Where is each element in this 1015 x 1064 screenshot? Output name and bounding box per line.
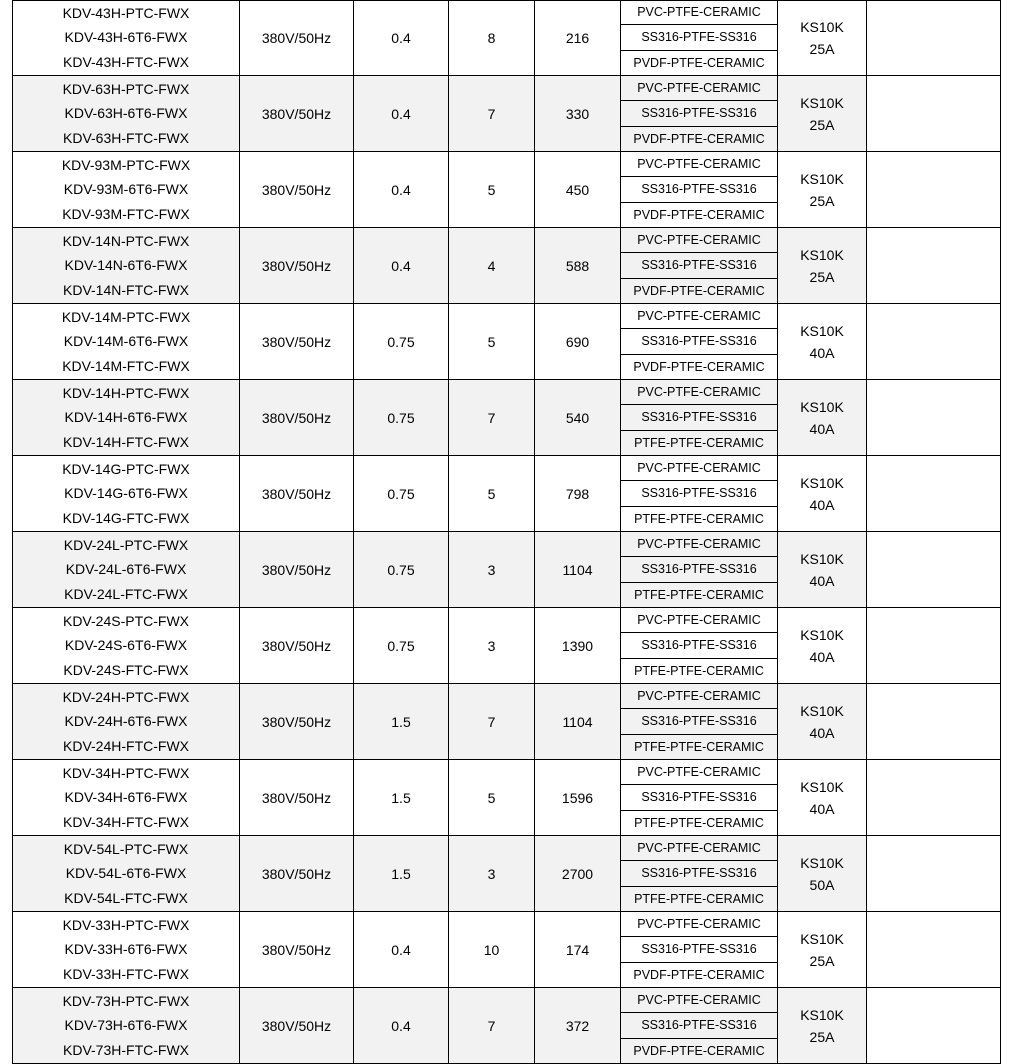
table-row-group	[0, 152, 1015, 228]
blank-cell	[866, 456, 1000, 532]
blank-cell	[866, 836, 1000, 912]
material-cell	[620, 760, 777, 836]
right-border	[1000, 0, 1001, 76]
material-cell	[620, 456, 777, 532]
power-cell: 0.4	[353, 76, 448, 152]
model-name: KDV-73H-6T6-FWX	[64, 1017, 188, 1034]
blank-cell	[866, 304, 1000, 380]
protector-cell	[777, 456, 866, 532]
blank-cell	[866, 0, 1000, 76]
material-option: PVC-PTFE-CERAMIC	[621, 0, 777, 25]
right-border	[1000, 76, 1001, 152]
model-name: KDV-63H-6T6-FWX	[64, 105, 188, 122]
voltage-cell: 380V/50Hz	[239, 380, 353, 456]
model-name: KDV-14G-6T6-FWX	[64, 485, 188, 502]
value-cell: 1104	[534, 684, 620, 760]
model-name: KDV-34H-PTC-FWX	[62, 765, 190, 782]
stages-cell: 5	[448, 456, 534, 532]
protector-current: 40A	[809, 344, 835, 361]
value-cell: 330	[534, 76, 620, 152]
material-option: PVC-PTFE-CERAMIC	[621, 456, 777, 481]
power-cell: 1.5	[353, 760, 448, 836]
model-name: KDV-24L-FTC-FWX	[64, 585, 188, 602]
model-cell	[12, 836, 239, 912]
table-row-group	[0, 608, 1015, 684]
value-cell: 1596	[534, 760, 620, 836]
material-option: PVC-PTFE-CERAMIC	[621, 304, 777, 329]
model-name: KDV-14G-PTC-FWX	[62, 461, 190, 478]
power-cell: 0.75	[353, 456, 448, 532]
table-row-group	[0, 0, 1015, 76]
protector-current: 25A	[809, 952, 835, 969]
power-cell: 0.75	[353, 608, 448, 684]
model-name: KDV-43H-FTC-FWX	[63, 53, 189, 70]
material-option: SS316-PTFE-SS316	[621, 785, 777, 810]
right-border	[1000, 380, 1001, 456]
power-cell: 0.4	[353, 228, 448, 304]
model-name: KDV-14H-FTC-FWX	[63, 433, 189, 450]
material-option: PVDF-PTFE-CERAMIC	[633, 1043, 765, 1058]
material-option: PVC-PTFE-CERAMIC	[621, 76, 777, 101]
voltage-cell: 380V/50Hz	[239, 988, 353, 1064]
material-cell	[620, 532, 777, 608]
material-option: PVDF-PTFE-CERAMIC	[633, 283, 765, 298]
model-name: KDV-14M-FTC-FWX	[62, 357, 190, 374]
material-cell	[620, 836, 777, 912]
model-cell	[12, 152, 239, 228]
material-option: SS316-PTFE-SS316	[621, 937, 777, 962]
protector-model: KS10K	[800, 398, 844, 415]
material-option: PTFE-PTFE-CERAMIC	[634, 663, 764, 678]
model-name: KDV-34H-FTC-FWX	[63, 813, 189, 830]
value-cell: 798	[534, 456, 620, 532]
blank-cell	[866, 760, 1000, 836]
material-option: PVDF-PTFE-CERAMIC	[633, 131, 765, 146]
table-row-group	[0, 76, 1015, 152]
right-border	[1000, 760, 1001, 836]
value-cell: 372	[534, 988, 620, 1064]
model-name: KDV-93M-FTC-FWX	[62, 205, 190, 222]
power-cell: 0.4	[353, 988, 448, 1064]
voltage-cell: 380V/50Hz	[239, 228, 353, 304]
power-cell: 0.75	[353, 380, 448, 456]
protector-model: KS10K	[800, 550, 844, 567]
material-option: SS316-PTFE-SS316	[621, 633, 777, 658]
voltage-cell: 380V/50Hz	[239, 684, 353, 760]
voltage-cell: 380V/50Hz	[239, 76, 353, 152]
material-option: PTFE-PTFE-CERAMIC	[634, 587, 764, 602]
model-cell	[12, 228, 239, 304]
model-name: KDV-33H-6T6-FWX	[64, 941, 188, 958]
voltage-cell: 380V/50Hz	[239, 608, 353, 684]
protector-cell	[777, 684, 866, 760]
model-name: KDV-93M-6T6-FWX	[63, 181, 189, 198]
protector-model: KS10K	[800, 1006, 844, 1023]
right-border	[1000, 912, 1001, 988]
material-cell	[620, 228, 777, 304]
model-cell	[12, 532, 239, 608]
material-option: PTFE-PTFE-CERAMIC	[634, 891, 764, 906]
right-border	[1000, 304, 1001, 380]
material-option: PVC-PTFE-CERAMIC	[621, 380, 777, 405]
stages-cell: 4	[448, 228, 534, 304]
blank-cell	[866, 608, 1000, 684]
model-name: KDV-14M-PTC-FWX	[61, 309, 191, 326]
model-name: KDV-33H-FTC-FWX	[63, 965, 189, 982]
power-cell: 0.4	[353, 152, 448, 228]
value-cell: 174	[534, 912, 620, 988]
model-name: KDV-73H-PTC-FWX	[62, 993, 190, 1010]
model-cell	[12, 456, 239, 532]
protector-model: KS10K	[800, 626, 844, 643]
protector-current: 40A	[809, 800, 835, 817]
value-cell: 1104	[534, 532, 620, 608]
value-cell: 540	[534, 380, 620, 456]
voltage-cell: 380V/50Hz	[239, 0, 353, 76]
model-name: KDV-34H-6T6-FWX	[64, 789, 188, 806]
power-cell: 0.4	[353, 0, 448, 76]
protector-model: KS10K	[800, 702, 844, 719]
blank-cell	[866, 380, 1000, 456]
right-border	[1000, 152, 1001, 228]
stages-cell: 3	[448, 608, 534, 684]
protector-model: KS10K	[800, 474, 844, 491]
protector-current: 40A	[809, 648, 835, 665]
right-border	[1000, 608, 1001, 684]
material-option: PVC-PTFE-CERAMIC	[621, 988, 777, 1013]
protector-cell	[777, 228, 866, 304]
blank-cell	[866, 228, 1000, 304]
right-border	[1000, 456, 1001, 532]
blank-cell	[866, 912, 1000, 988]
material-option: PVC-PTFE-CERAMIC	[621, 684, 777, 709]
model-name: KDV-24L-PTC-FWX	[63, 537, 189, 554]
material-option: PVC-PTFE-CERAMIC	[621, 760, 777, 785]
table-row-group	[0, 304, 1015, 380]
blank-cell	[866, 988, 1000, 1064]
material-option: SS316-PTFE-SS316	[621, 481, 777, 506]
protector-cell	[777, 988, 866, 1064]
protector-cell	[777, 532, 866, 608]
material-option: PVC-PTFE-CERAMIC	[621, 912, 777, 937]
value-cell: 216	[534, 0, 620, 76]
power-cell: 0.75	[353, 304, 448, 380]
material-option: SS316-PTFE-SS316	[621, 329, 777, 354]
stages-cell: 7	[448, 988, 534, 1064]
protector-current: 40A	[809, 572, 835, 589]
table-row-group	[0, 836, 1015, 912]
material-cell	[620, 76, 777, 152]
protector-current: 25A	[809, 1028, 835, 1045]
right-border	[1000, 836, 1001, 912]
material-option: SS316-PTFE-SS316	[621, 709, 777, 734]
protector-cell	[777, 152, 866, 228]
model-name: KDV-24S-FTC-FWX	[63, 661, 189, 678]
power-cell: 1.5	[353, 836, 448, 912]
protector-current: 25A	[809, 268, 835, 285]
power-cell: 0.75	[353, 532, 448, 608]
material-option: PVC-PTFE-CERAMIC	[621, 152, 777, 177]
material-cell	[620, 988, 777, 1064]
protector-cell	[777, 760, 866, 836]
model-name: KDV-14N-6T6-FWX	[64, 257, 188, 274]
protector-current: 40A	[809, 724, 835, 741]
protector-cell	[777, 380, 866, 456]
model-name: KDV-54L-FTC-FWX	[64, 889, 188, 906]
table-row-group	[0, 988, 1015, 1064]
model-name: KDV-24S-6T6-FWX	[64, 637, 188, 654]
material-option: SS316-PTFE-SS316	[621, 861, 777, 886]
material-option: PTFE-PTFE-CERAMIC	[634, 511, 764, 526]
protector-model: KS10K	[800, 930, 844, 947]
protector-current: 40A	[809, 496, 835, 513]
model-name: KDV-14N-FTC-FWX	[63, 281, 189, 298]
right-border	[1000, 684, 1001, 760]
material-cell	[620, 0, 777, 76]
table-row-group	[0, 912, 1015, 988]
model-name: KDV-24H-PTC-FWX	[62, 689, 190, 706]
voltage-cell: 380V/50Hz	[239, 836, 353, 912]
table-row-group	[0, 456, 1015, 532]
model-cell	[12, 0, 239, 76]
table-row-group	[0, 228, 1015, 304]
stages-cell: 3	[448, 836, 534, 912]
protector-model: KS10K	[800, 18, 844, 35]
stages-cell: 7	[448, 380, 534, 456]
stages-cell: 5	[448, 760, 534, 836]
model-name: KDV-93M-PTC-FWX	[61, 157, 191, 174]
model-name: KDV-24S-PTC-FWX	[62, 613, 189, 630]
voltage-cell: 380V/50Hz	[239, 532, 353, 608]
value-cell: 450	[534, 152, 620, 228]
material-option: SS316-PTFE-SS316	[621, 177, 777, 202]
model-name: KDV-63H-FTC-FWX	[63, 129, 189, 146]
model-name: KDV-14N-PTC-FWX	[62, 233, 190, 250]
stages-cell: 5	[448, 152, 534, 228]
protector-cell	[777, 836, 866, 912]
material-option: PVDF-PTFE-CERAMIC	[633, 359, 765, 374]
voltage-cell: 380V/50Hz	[239, 152, 353, 228]
model-name: KDV-14M-6T6-FWX	[63, 333, 189, 350]
table-row-group	[0, 380, 1015, 456]
material-cell	[620, 608, 777, 684]
material-option: PVC-PTFE-CERAMIC	[621, 836, 777, 861]
voltage-cell: 380V/50Hz	[239, 760, 353, 836]
stages-cell: 10	[448, 912, 534, 988]
power-cell: 1.5	[353, 684, 448, 760]
voltage-cell: 380V/50Hz	[239, 912, 353, 988]
stages-cell: 5	[448, 304, 534, 380]
stages-cell: 7	[448, 684, 534, 760]
material-option: SS316-PTFE-SS316	[621, 101, 777, 126]
model-name: KDV-63H-PTC-FWX	[62, 81, 190, 98]
right-border	[1000, 228, 1001, 304]
model-cell	[12, 76, 239, 152]
protector-cell	[777, 304, 866, 380]
model-name: KDV-54L-6T6-FWX	[65, 865, 187, 882]
protector-model: KS10K	[800, 170, 844, 187]
model-cell	[12, 912, 239, 988]
protector-cell	[777, 912, 866, 988]
protector-model: KS10K	[800, 94, 844, 111]
material-option: PVDF-PTFE-CERAMIC	[633, 967, 765, 982]
material-option: PVC-PTFE-CERAMIC	[621, 532, 777, 557]
value-cell: 2700	[534, 836, 620, 912]
model-cell	[12, 304, 239, 380]
voltage-cell: 380V/50Hz	[239, 304, 353, 380]
value-cell: 1390	[534, 608, 620, 684]
material-option: PVDF-PTFE-CERAMIC	[633, 55, 765, 70]
material-cell	[620, 380, 777, 456]
material-cell	[620, 152, 777, 228]
protector-current: 40A	[809, 420, 835, 437]
protector-current: 25A	[809, 192, 835, 209]
protector-model: KS10K	[800, 854, 844, 871]
material-option: PVC-PTFE-CERAMIC	[621, 228, 777, 253]
material-option: PVDF-PTFE-CERAMIC	[633, 207, 765, 222]
material-option: PVC-PTFE-CERAMIC	[621, 608, 777, 633]
material-option: SS316-PTFE-SS316	[621, 1013, 777, 1038]
protector-model: KS10K	[800, 246, 844, 263]
protector-model: KS10K	[800, 778, 844, 795]
model-name: KDV-73H-FTC-FWX	[63, 1041, 189, 1058]
material-option: PTFE-PTFE-CERAMIC	[634, 435, 764, 450]
table-row-group	[0, 760, 1015, 836]
model-cell	[12, 608, 239, 684]
material-option: SS316-PTFE-SS316	[621, 405, 777, 430]
blank-cell	[866, 76, 1000, 152]
stages-cell: 8	[448, 0, 534, 76]
blank-cell	[866, 684, 1000, 760]
model-name: KDV-24H-6T6-FWX	[64, 713, 188, 730]
right-border	[1000, 988, 1001, 1064]
model-name: KDV-14H-PTC-FWX	[62, 385, 190, 402]
model-name: KDV-43H-6T6-FWX	[64, 29, 188, 46]
value-cell: 690	[534, 304, 620, 380]
model-name: KDV-43H-PTC-FWX	[62, 5, 190, 22]
right-border	[1000, 532, 1001, 608]
material-cell	[620, 684, 777, 760]
protector-cell	[777, 608, 866, 684]
model-cell	[12, 380, 239, 456]
protector-cell	[777, 76, 866, 152]
table-row-group	[0, 532, 1015, 608]
protector-cell	[777, 0, 866, 76]
table-row-group	[0, 684, 1015, 760]
material-option: PTFE-PTFE-CERAMIC	[634, 815, 764, 830]
material-option: PTFE-PTFE-CERAMIC	[634, 739, 764, 754]
model-cell	[12, 760, 239, 836]
protector-current: 50A	[809, 876, 835, 893]
material-cell	[620, 304, 777, 380]
material-cell	[620, 912, 777, 988]
model-cell	[12, 988, 239, 1064]
model-name: KDV-14H-6T6-FWX	[64, 409, 188, 426]
protector-current: 25A	[809, 40, 835, 57]
model-name: KDV-33H-PTC-FWX	[62, 917, 190, 934]
material-option: SS316-PTFE-SS316	[621, 557, 777, 582]
model-name: KDV-54L-PTC-FWX	[63, 841, 189, 858]
protector-model: KS10K	[800, 322, 844, 339]
material-option: SS316-PTFE-SS316	[621, 25, 777, 50]
protector-current: 25A	[809, 116, 835, 133]
model-name: KDV-14G-FTC-FWX	[62, 509, 190, 526]
model-name: KDV-24H-FTC-FWX	[63, 737, 189, 754]
model-name: KDV-24L-6T6-FWX	[65, 561, 187, 578]
power-cell: 0.4	[353, 912, 448, 988]
value-cell: 588	[534, 228, 620, 304]
blank-cell	[866, 152, 1000, 228]
stages-cell: 3	[448, 532, 534, 608]
material-option: SS316-PTFE-SS316	[621, 253, 777, 278]
stages-cell: 7	[448, 76, 534, 152]
voltage-cell: 380V/50Hz	[239, 456, 353, 532]
blank-cell	[866, 532, 1000, 608]
model-cell	[12, 684, 239, 760]
